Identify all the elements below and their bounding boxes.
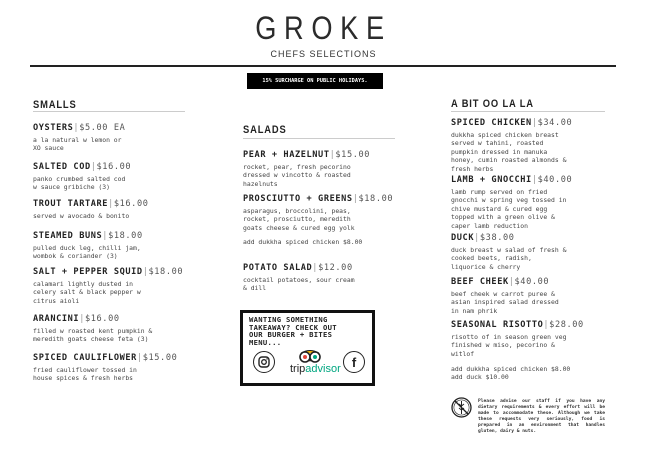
menu-item-description: pulled duck leg, chilli jam, wombok & coriander (3) xyxy=(33,244,141,261)
menu-item-description: fried cauliflower tossed in house spices & fresh herbs xyxy=(33,366,137,383)
menu-item-title xyxy=(243,263,353,273)
menu-item-price: $5.00 EA xyxy=(79,123,126,133)
menu-add-on: add dukkha spiced chicken $8.00 add duck $10.00 xyxy=(451,365,571,382)
section-divider xyxy=(451,111,605,112)
menu-item-name: SPICED CHICKEN xyxy=(451,118,532,128)
menu-item-title xyxy=(451,277,549,287)
menu-item-price: $38.00 xyxy=(479,233,515,243)
price-separator: | xyxy=(73,123,80,133)
menu-item-price: $16.00 xyxy=(96,162,132,172)
tripadvisor-icon[interactable] xyxy=(290,349,341,379)
section-heading-salads: SALADS xyxy=(243,124,287,136)
menu-item-name: SALT + PEPPER SQUID xyxy=(33,267,143,277)
price-separator: | xyxy=(142,267,149,277)
price-separator: | xyxy=(352,194,359,204)
menu-item-description: risotto of in season green veg finished w miso, pecorino & witlof xyxy=(451,333,567,358)
menu-item-price: $16.00 xyxy=(84,314,120,324)
menu-item-name: STEAMED BUNS xyxy=(33,231,103,241)
section-heading-smalls: SMALLS xyxy=(33,99,77,111)
menu-item-title xyxy=(33,353,177,363)
price-separator: | xyxy=(474,233,480,243)
menu-item-title xyxy=(451,320,584,330)
menu-item-price: $18.00 xyxy=(108,231,143,241)
menu-item-name: POTATO SALAD xyxy=(243,263,313,273)
menu-item-name: SALTED COD xyxy=(33,162,91,172)
menu-item-title xyxy=(33,162,131,172)
menu-item-name: SEASONAL RISOTTO xyxy=(451,320,544,330)
menu-item-price: $40.00 xyxy=(514,277,550,287)
menu-item-description: dukkha spiced chicken breast served w tahini, roasted pumpkin dressed in manuka honey, cumin roasted almonds & fresh herbs xyxy=(451,131,567,173)
takeaway-text: WANTING SOMETHING TAKEAWAY? CHECK OUT OUR BURGER + BITES MENU... xyxy=(249,315,337,347)
menu-item-description: lamb rump served on fried gnocchi w spring veg tossed in chive mustard & cured egg topped with a green olive & caper lamb reduction xyxy=(451,188,567,230)
menu-item-description: panko crumbed salted cod w sauce gribiche (3) xyxy=(33,175,126,192)
menu-item-title xyxy=(33,267,183,277)
menu-item-title xyxy=(451,233,515,243)
menu-item-title xyxy=(33,199,149,209)
menu-item-name: OYSTERS xyxy=(33,123,74,133)
menu-item-description: cocktail potatoes, sour cream & dill xyxy=(243,276,355,293)
menu-item-title xyxy=(451,118,572,128)
menu-item-description: beef cheek w carrot puree & asian inspired salad dressed in nam phrik xyxy=(451,290,559,315)
menu-add-on: add dukkha spiced chicken $8.00 xyxy=(243,238,363,246)
price-separator: | xyxy=(136,353,143,363)
price-separator: | xyxy=(79,314,85,324)
allergy-notice: Please advise our staff if you have any dietary requirements & every effort will be made to accommodate these. Although we take these requests very seriously, food is prepared in an environment that handles gluten, dairy & nuts. xyxy=(478,399,605,434)
surcharge-banner: 15% SURCHARGE ON PUBLIC HOLIDAYS. xyxy=(247,73,383,89)
menu-item-description: rocket, pear, fresh pecorino dressed w vincotto & roasted hazelnuts xyxy=(243,163,351,188)
menu-item-title xyxy=(243,194,393,204)
price-separator: | xyxy=(108,199,114,209)
menu-item-price: $28.00 xyxy=(549,320,584,330)
no-allergen-icon xyxy=(451,397,472,422)
menu-item-description: filled w roasted kent pumpkin & meredith goats cheese feta (3) xyxy=(33,327,153,344)
takeaway-box xyxy=(240,310,375,386)
menu-item-title xyxy=(451,175,572,185)
price-separator: | xyxy=(531,175,538,185)
menu-item-title xyxy=(33,123,125,133)
menu-item-price: $40.00 xyxy=(537,175,573,185)
menu-item-price: $18.00 xyxy=(148,267,184,277)
menu-item-name: PROSCIUTTO + GREENS xyxy=(243,194,353,204)
menu-item-description: duck breast w salad of fresh & cooked beets, radish, liquorice & cherry xyxy=(451,246,567,271)
menu-item-description: calamari lightly dusted in celery salt & black pepper w citrus aioli xyxy=(33,280,141,305)
restaurant-title: GROKE xyxy=(255,10,392,46)
menu-item-name: SPICED CAULIFLOWER xyxy=(33,353,137,363)
menu-item-description: served w avocado & bonito xyxy=(33,212,130,220)
menu-item-price: $16.00 xyxy=(113,199,149,209)
menu-item-title xyxy=(243,150,370,160)
section-divider xyxy=(243,138,395,139)
menu-item-name: ARANCINI xyxy=(33,314,80,324)
menu-item-name: BEEF CHEEK xyxy=(451,277,509,287)
price-separator: | xyxy=(531,118,538,128)
facebook-icon[interactable]: f xyxy=(343,351,365,373)
menu-item-title xyxy=(33,314,120,324)
menu-item-price: $15.00 xyxy=(142,353,178,363)
price-separator: | xyxy=(102,231,109,241)
price-separator: | xyxy=(543,320,550,330)
menu-item-description: asparagus, broccolini, peas, rocket, prosciutto, meredith goats cheese & cured egg yolk xyxy=(243,207,355,232)
menu-item-name: DUCK xyxy=(451,233,475,243)
menu-item-name: PEAR + HAZELNUT xyxy=(243,150,330,160)
tripadvisor-advisor-label: advisor xyxy=(305,363,341,375)
instagram-icon[interactable] xyxy=(253,351,275,373)
price-separator: | xyxy=(90,162,97,172)
tripadvisor-trip-label: trip xyxy=(290,363,306,375)
menu-item-name: LAMB + GNOCCHI xyxy=(451,175,532,185)
section-heading-oolala: A BIT OO LA LA xyxy=(451,98,534,110)
header-divider xyxy=(30,65,616,67)
menu-item-price: $12.00 xyxy=(318,263,353,273)
section-divider xyxy=(33,111,185,112)
menu-item-description: a la natural w lemon or XO sauce xyxy=(33,136,122,153)
menu-item-price: $15.00 xyxy=(335,150,371,160)
price-separator: | xyxy=(312,263,319,273)
menu-item-price: $34.00 xyxy=(537,118,573,128)
price-separator: | xyxy=(329,150,336,160)
menu-subtitle: CHEFS SELECTIONS xyxy=(270,49,377,59)
price-separator: | xyxy=(508,277,515,287)
menu-item-name: TROUT TARTARE xyxy=(33,199,109,209)
menu-item-price: $18.00 xyxy=(358,194,394,204)
menu-item-title xyxy=(33,231,143,241)
